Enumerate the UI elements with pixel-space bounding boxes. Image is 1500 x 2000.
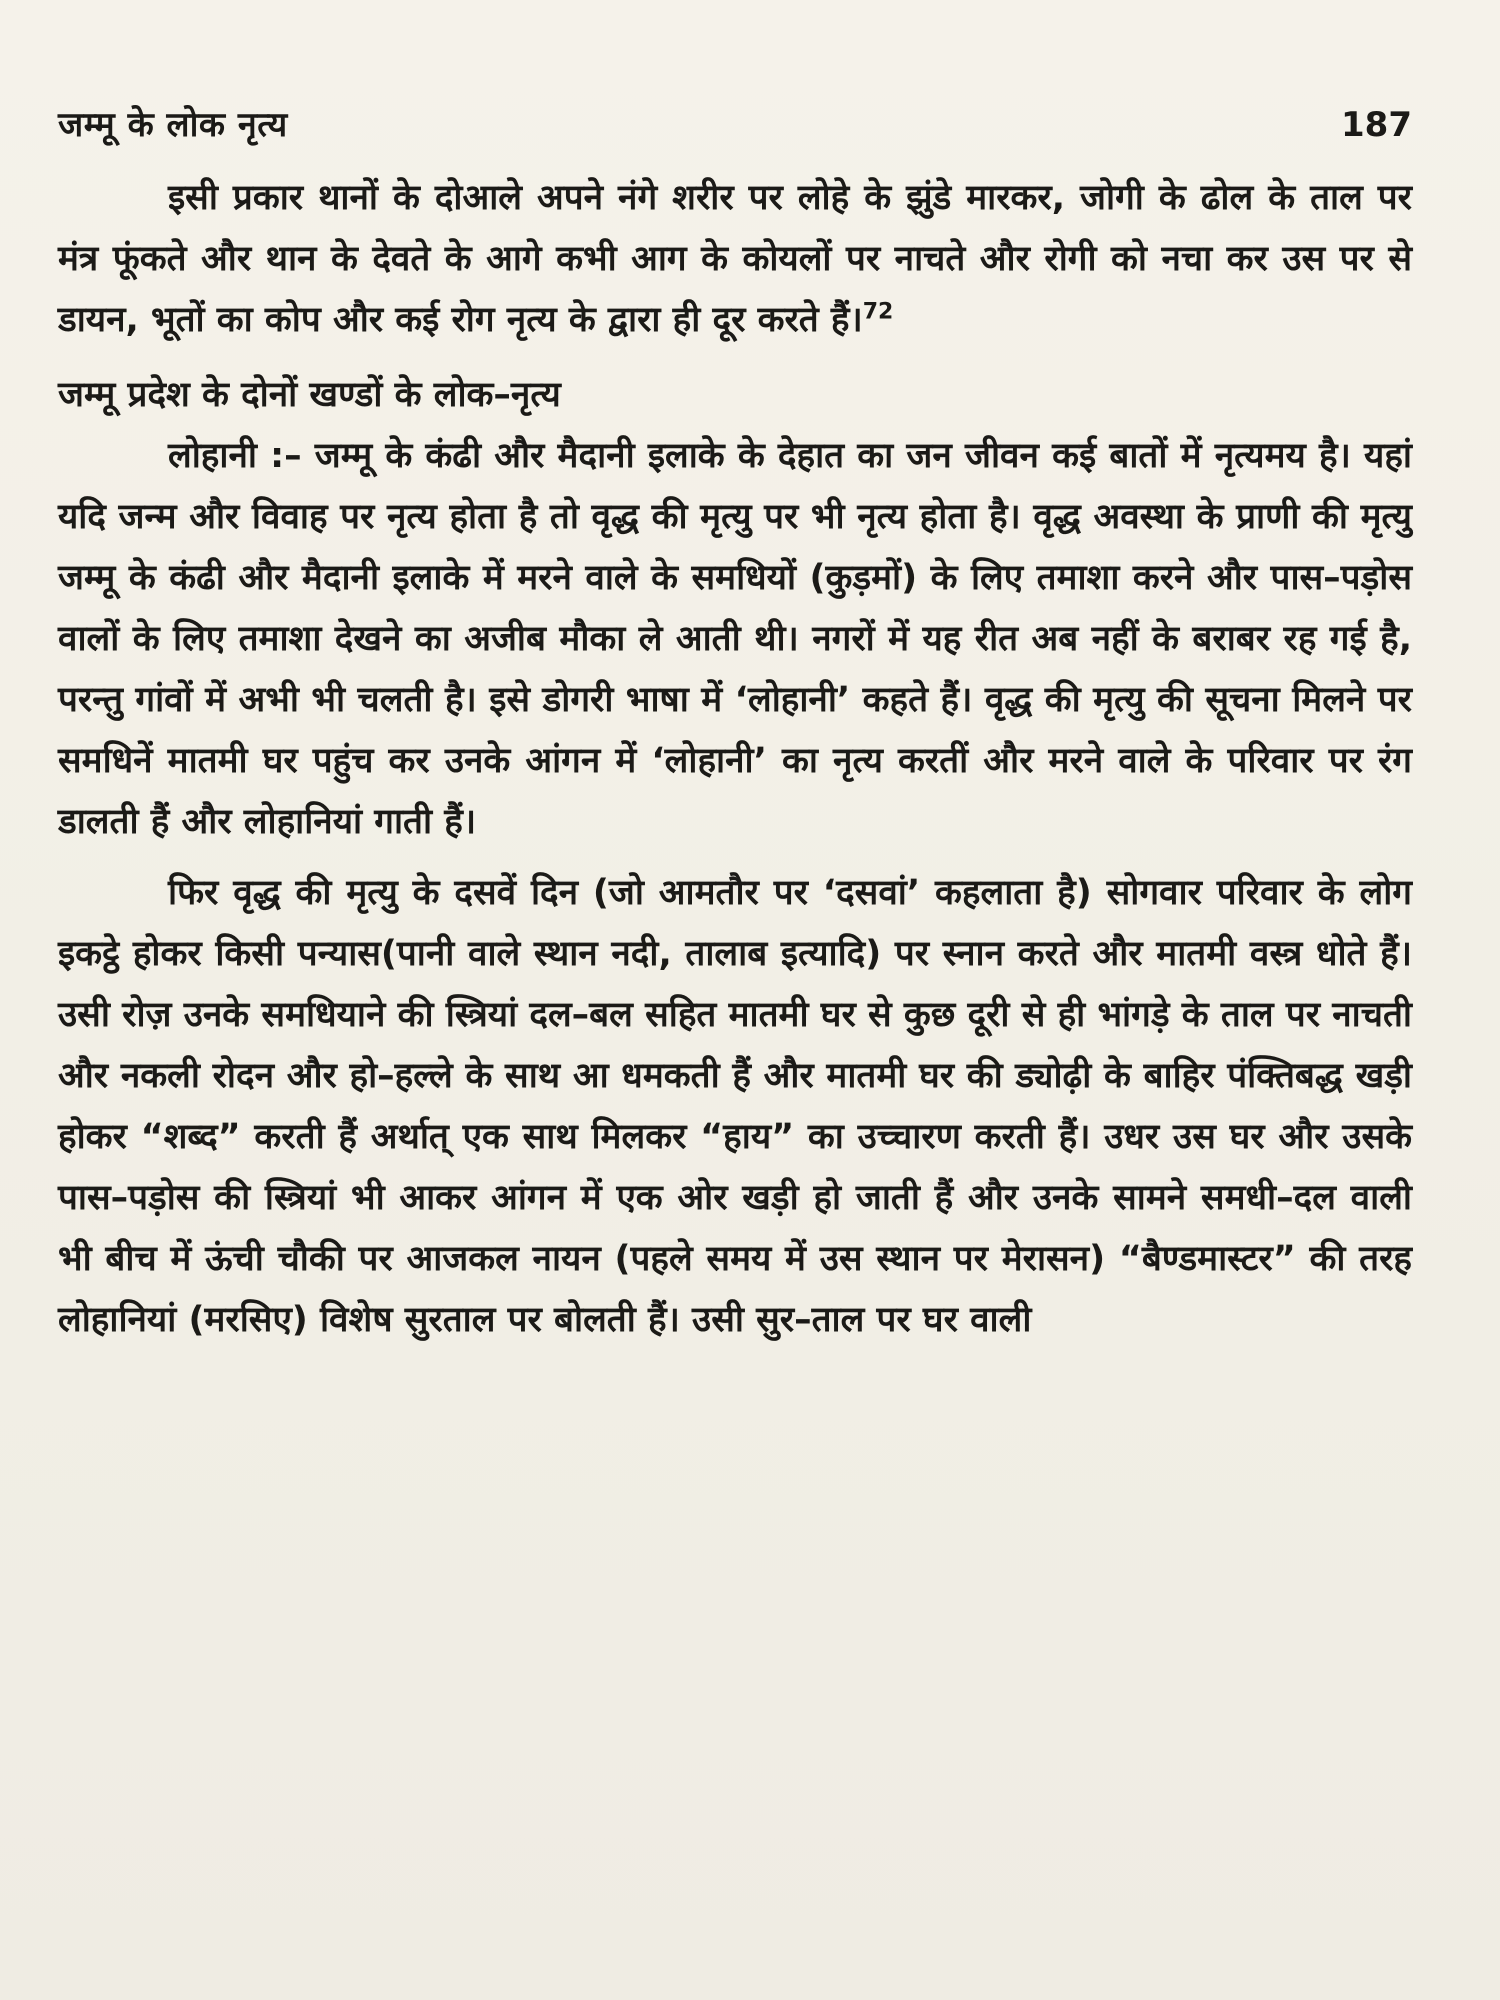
paragraph-2 [58,426,1412,853]
paragraph-2-text: जम्मू के कंढी और मैदानी इलाके के देहात का जन जीवन कई बातों में नृत्यमय है। यहां यदि जन्म और विवाह पर नृत्य होता है तो वृद्ध की मृत्यु पर भी नृत्य होता है। वृद्ध अवस्था के प्राणी की मृत्यु जम्मू के कंढी और मैदानी इलाके में मरने वाले के समधियों (कुड़मों) के लिए तमाशा करने और पास–पड़ोस वालों के लिए तमाशा देखने का अजीब मौका ले आती थी। नगरों में यह रीत अब नहीं के बराबर रह गई है, परन्तु गांवों में अभी भी चलती है। इसे डोगरी भाषा में ‘लोहानी’ कहते हैं। वृद्ध की मृत्यु की सूचना मिलने पर समधिनें मातमी घर पहुंच कर उनके आंगन में ‘लोहानी’ का नृत्य करतीं और मरने वाले के परिवार पर रंग डालती हैं और लोहानियां गाती हैं। [58,436,1412,842]
footnote-ref: 72 [862,299,894,325]
running-head [58,100,1412,156]
text-block [58,168,1412,1351]
lead-term: लोहानी :– [168,436,302,476]
page-number: 187 [1341,105,1412,145]
paragraph-3 [58,863,1412,1351]
paragraph-1 [58,168,1412,351]
paragraph-3-text: फिर वृद्ध की मृत्यु के दसवें दिन (जो आमतौर पर ‘दसवां’ कहलाता है) सोगवार परिवार के लोग इकट्ठे होकर किसी पन्यास(पानी वाले स्थान नदी, तालाब इत्यादि) पर स्नान करते और मातमी वस्त्र धोते हैं। उसी रोज़ उनके समधियाने की स्त्रियां दल–बल सहित मातमी घर से कुछ दूरी से ही भांगड़े के ताल पर नाचती और नकली रोदन और हो–हल्ले के साथ आ धमकती हैं और मातमी घर की ड्योढ़ी के बाहिर पंक्तिबद्ध खड़ी होकर “शब्द” करती हैं अर्थात् एक साथ मिलकर “हाय” का उच्चारण करती हैं। उधर उस घर और उसके पास–पड़ोस की स्त्रियां भी आकर आंगन में एक ओर खड़ी हो जाती हैं और उनके सामने समधी–दल वाली भी बीच में ऊंची चौकी पर आजकल नायन (पहले समय में उस स्थान पर मेरासन) “बैण्डमास्टर” की तरह लोहानियां (मरसिए) विशेष सुरताल पर बोलती हैं। उसी सुर–ताल पर घर वाली [58,873,1412,1340]
running-title: जम्मू के लोक नृत्य [58,105,288,145]
section-heading: जम्मू प्रदेश के दोनों खण्डों के लोक–नृत्य [58,375,561,415]
paragraph-1-text: इसी प्रकार थानों के दोआले अपने नंगे शरीर पर लोहे के झुंडे मारकर, जोगी के ढोल के ताल पर मंत्र फूंकते और थान के देवते के आगे कभी आग के कोयलों पर नाचते और रोगी को नचा कर उस पर से डायन, भूतों का कोप और कई रोग नृत्य के द्वारा ही दूर करते हैं। [58,178,1412,340]
